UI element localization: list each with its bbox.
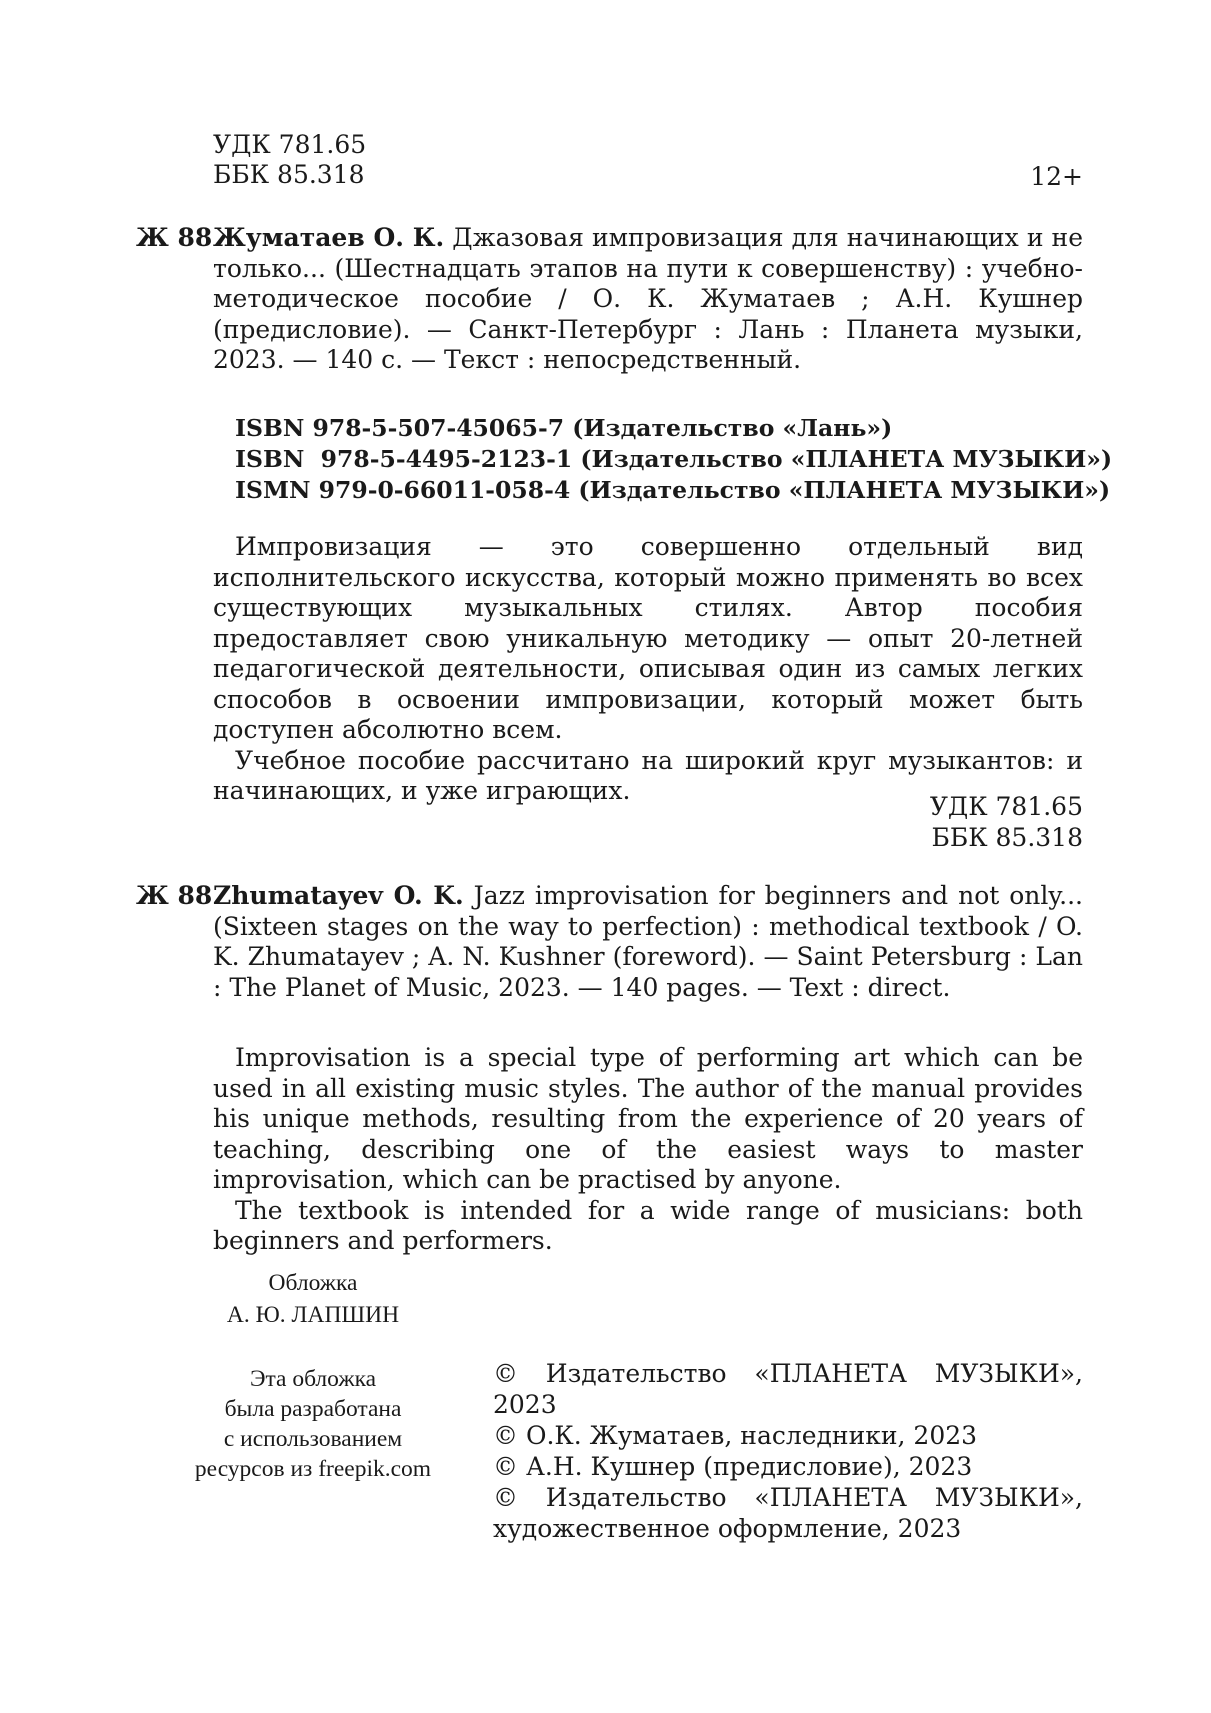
copyright-line: © Издательство «ПЛАНЕТА МУЗЫКИ», художественное оформление, 2023 [493, 1483, 1083, 1543]
annotation-paragraph: Improvisation is a special type of performing art which can be used in all existing music styles. The author of the manual provides his unique methods, resulting from the experience of 20 years of teaching, describing one of the easiest ways to master improvisation, which can be practised by anyone. [213, 1043, 1083, 1194]
annotation-paragraph: Импровизация — это совершенно отдельный вид исполнительского искусства, который можно применять во всех существующих музыкальных стилях. Автор пособия предоставляет свою уникальную методику — опыт 20-летней педагогической деятельности, описывая один из самых легких способов в освоении импровизации, который может быть доступен абсолютно всем. [213, 532, 1083, 744]
copyright-line: © О.К. Жуматаев, наследники, 2023 [493, 1421, 978, 1450]
entry-author: Zhumatayev O. K. [213, 881, 464, 910]
bibliographic-entry-en [136, 881, 1083, 1003]
udk-code: УДК 781.65 [213, 130, 367, 159]
isbn-block [235, 413, 1112, 506]
entry-text: Jazz improvisation for beginners and not only... (Sixteen stages on the way to perfection) : methodical textbook / O. K. Zhumatayev ; A. N. Kushner (foreword). — Saint Petersburg : Lan : The Planet of Music, 2023. — 140 pages. — Text : direct. [213, 881, 1083, 1002]
age-rating: 12+ [1030, 162, 1083, 191]
cover-note-line: ресурсов из freepik.com [194, 1456, 432, 1482]
cover-label: Обложка [268, 1270, 358, 1296]
cover-note [168, 1364, 458, 1484]
annotation-ru [213, 532, 1083, 807]
ismn-line: ISMN 979-0-66011-058-4 (Издательство «ПЛАНЕТА МУЗЫКИ») [235, 476, 1111, 504]
annotation-en [213, 1043, 1083, 1257]
isbn-line: ISBN 978-5-4495-2123-1 (Издательство «ПЛАНЕТА МУЗЫКИ») [235, 445, 1113, 473]
cover-note-line: была разработана [224, 1396, 402, 1422]
copyright-line: © Издательство «ПЛАНЕТА МУЗЫКИ», 2023 [493, 1359, 1083, 1419]
author-mark: Ж 88 [136, 223, 213, 252]
copyright-block [493, 1358, 1083, 1544]
cover-credit [168, 1267, 458, 1331]
bbk-code: ББК 85.318 [931, 822, 1083, 852]
cover-designer: А. Ю. ЛАПШИН [226, 1302, 400, 1328]
isbn-line: ISBN 978-5-507-45065-7 (Издательство «Лань») [235, 414, 893, 442]
copyright-line: © А.Н. Кушнер (предисловие), 2023 [493, 1452, 973, 1481]
author-mark: Ж 88 [136, 881, 213, 910]
entry-body [213, 881, 1083, 1003]
bbk-code: ББК 85.318 [213, 160, 365, 189]
cover-note-line: с использованием [223, 1426, 403, 1452]
annotation-paragraph: Учебное пособие рассчитано на широкий круг музыкантов: и начинающих, и уже играющих. [213, 745, 1083, 805]
bibliographic-entry-ru [136, 223, 1083, 376]
udk-code: УДК 781.65 [929, 792, 1083, 821]
classification-block [213, 130, 366, 190]
entry-author: Жуматаев О. К. [213, 223, 445, 252]
entry-text: Джазовая импровизация для начинающих и не только... (Шестнадцать этапов на пути к совершенству) : учебно-методическое пособие / О. К. Жуматаев ; А.Н. Кушнер (предисловие). — Санкт-Петербург : Лань : Планета музыки, 2023. — 140 с. — Текст : непосредственный. [213, 223, 1083, 374]
entry-body [213, 223, 1083, 376]
classification-right [930, 792, 1083, 853]
annotation-paragraph: The textbook is intended for a wide range of musicians: both beginners and performers. [213, 1195, 1083, 1255]
cover-note-line: Эта обложка [249, 1366, 377, 1392]
